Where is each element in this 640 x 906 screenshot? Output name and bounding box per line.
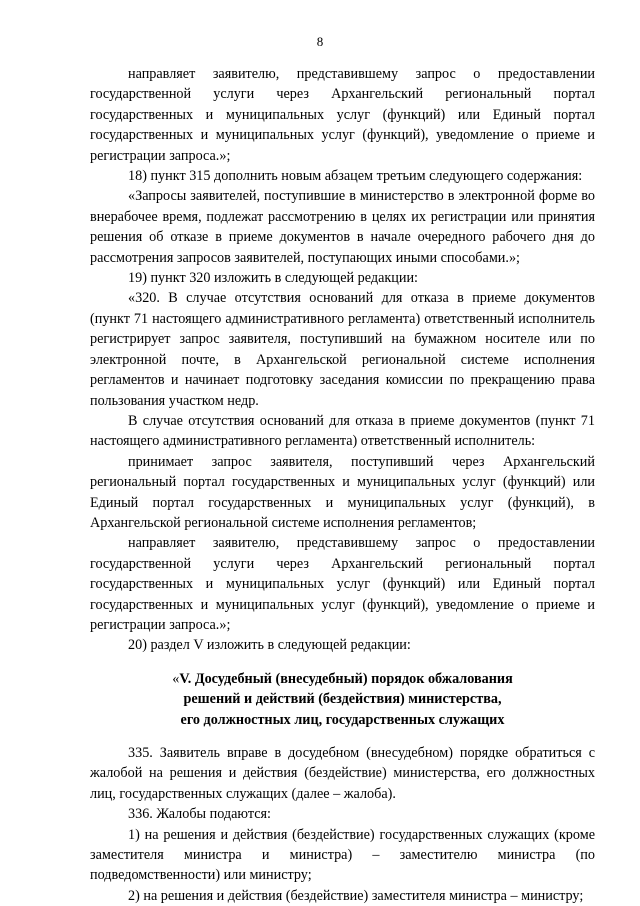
paragraph: 2) на решения и действия (бездействие) заместителя министра – министру; [128, 887, 584, 904]
paragraph: принимает запрос заявителя, поступивший через Архангельский региональный портал государственных и муниципальных услуг (функций) или Единый портал государственных и муниципальных услуг (функций), в Архангельской региональной системе исполнения регламентов; [90, 453, 595, 531]
paragraph: 18) пункт 315 дополнить новым абзацем третьим следующего содержания: [128, 168, 583, 185]
section-heading [90, 669, 595, 730]
heading-line-1-text: V. Досудебный (внесудебный) порядок обжалования [179, 670, 513, 687]
heading-line-1 [90, 669, 595, 689]
paragraph: «Запросы заявителей, поступившие в министерство в электронной форме во внерабочее время, подлежат рассмотрению в целях их регистрации или принятия решения об отказе в приеме документов в начале очередного рабочего дня до рассмотрения запросов заявителей, поступающих иными способами.»; [90, 188, 595, 266]
paragraph: 336. Жалобы подаются: [128, 806, 271, 823]
paragraph: 20) раздел V изложить в следующей редакции: [128, 637, 411, 654]
paragraph: 335. Заявитель вправе в досудебном (внесудебном) порядке обратиться с жалобой на решения и действия (бездействие) министерства, его должностных лиц, государственных служащих (далее – жалоба). [90, 745, 595, 802]
paragraph: В случае отсутствия оснований для отказа в приеме документов (пункт 71 настоящего административного регламента) ответственный исполнитель: [90, 412, 595, 450]
paragraph: 1) на решения и действия (бездействие) государственных служащих (кроме заместителя министра и министра) – заместителю министра (по подведомственности) или министру; [90, 826, 595, 884]
paragraphs-before [90, 64, 595, 656]
paragraph: направляет заявителю, представившему запрос о предоставлении государственной услуги через Архангельский региональный портал государственных и муниципальных услуг (функций) или Единый портал государственных и муниципальных услуг (функций), уведомление о приеме и регистрации запроса.»; [90, 66, 595, 164]
paragraphs-after [90, 743, 595, 906]
paragraph: направляет заявителю, представившему запрос о предоставлении государственной услуги через Архангельский региональный портал государственных и муниципальных услуг (функций) или Единый портал государственных и муниципальных услуг (функций), уведомление о приеме и регистрации запроса.»; [90, 535, 595, 633]
page-number: 8 [316, 34, 324, 49]
paragraph: «320. В случае отсутствия оснований для отказа в приеме документов (пункт 71 настоящего административного регламента) ответственный исполнитель регистрирует запрос заявителя, поступивший на бумажном носителе или по электронной почте, в Архангельской региональной системе исполнения регламентов и начинает подготовку заседания комиссии по прекращению права пользования участком недр. [90, 290, 595, 409]
document-body [90, 64, 595, 906]
heading-line-2: решений и действий (бездействия) министерства, [183, 691, 502, 708]
heading-line-3: его должностных лиц, государственных служащих [180, 711, 505, 728]
heading-open-quote: « [172, 670, 180, 687]
paragraph: 19) пункт 320 изложить в следующей редакции: [128, 270, 418, 287]
